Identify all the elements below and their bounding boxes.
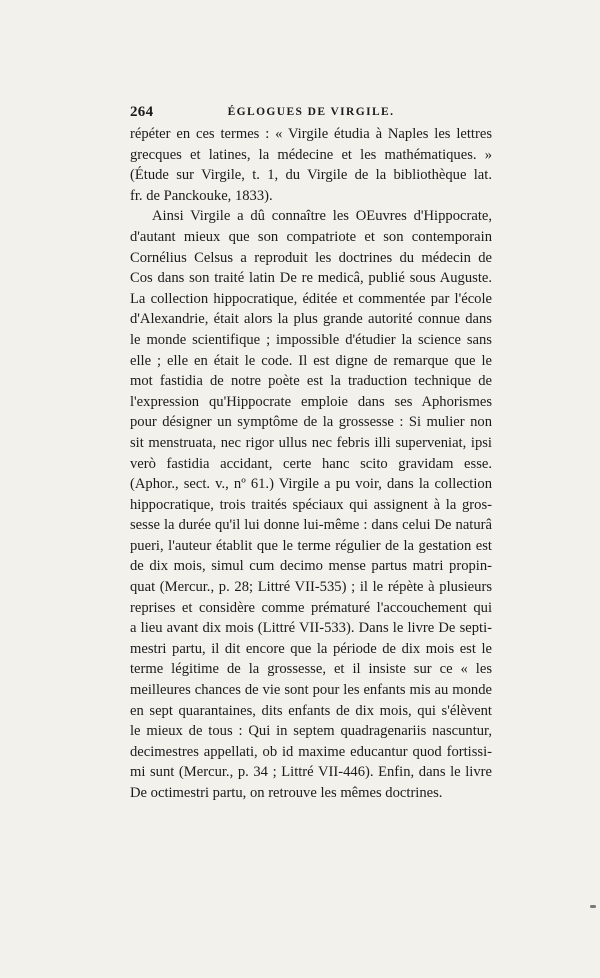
text-line: a lieu avant dix mois (Littré VII-533). Dans le livre De septi-: [130, 620, 492, 637]
text-line: d'autant mieux que son compatriote et son contemporain: [130, 228, 492, 245]
page-number: 264: [130, 104, 154, 120]
text-line: d'Alexandrie, était alors la plus grande autorité connue dans: [130, 311, 492, 328]
text-line: l'expression qu'Hippocrate emploie dans ses Aphorismes: [130, 393, 492, 410]
ink-smudge: [590, 905, 596, 908]
text-line: Cornélius Celsus a reproduit les doctrines du médecin de: [130, 249, 492, 266]
text-line: sit menstruata, nec rigor ullus nec febris illi superveniat, ipsi: [130, 434, 492, 451]
text-line: mot fastidia de notre poète est la traduction technique de: [130, 373, 492, 390]
text-line: Cos dans son traité latin De re medicâ, publié sous Auguste.: [130, 270, 492, 287]
text-line: hippocratique, trois traités spéciaux qui assignent à la gros-: [130, 496, 492, 513]
text-line: en sept quarantaines, dits enfants de dix mois, qui s'élèvent: [130, 702, 492, 719]
text-line: verò fastidia accidant, certe hanc scito gravidam esse.: [130, 455, 492, 472]
text-line: decimestres appellati, ob id maxime educantur quod fortissi-: [130, 743, 492, 760]
text-line: répéter en ces termes : « Virgile étudia à Naples les lettres: [130, 126, 492, 142]
text-line: le mieux de tous : Qui in septem quadragenariis nascuntur,: [130, 723, 492, 740]
text-line: grecques et latines, la médecine et les mathématiques. »: [130, 146, 492, 163]
text-line: (Étude sur Virgile, t. 1, du Virgile de la bibliothèque lat.: [130, 167, 492, 184]
text-line: sesse la durée qu'il lui donne lui-même : dans celui De naturâ: [130, 517, 492, 534]
text-line: elle ; elle en était le code. Il est digne de remarque que le: [130, 352, 492, 369]
text-line: fr. de Panckouke, 1833).: [130, 187, 273, 204]
text-line: pueri, l'auteur établit que le terme régulier de la gestation est: [130, 537, 492, 554]
text-line: terme légitime de la grossesse, et il insiste sur ce « les: [130, 661, 492, 678]
body-text: [130, 124, 492, 804]
text-line: La collection hippocratique, éditée et commentée par l'école: [130, 290, 492, 307]
running-title: ÉGLOGUES DE VIRGILE.: [227, 106, 395, 118]
text-line: mestri partu, il dit encore que la période de dix mois est le: [130, 640, 492, 657]
text-line: (Aphor., sect. v., nº 61.) Virgile a pu voir, dans la collection: [130, 476, 492, 493]
text-line: de dix mois, simul cum decimo mense partus matri propin-: [130, 558, 492, 575]
text-line: De octimestri partu, on retrouve les mêmes doctrines.: [130, 785, 443, 801]
text-line: le monde scientifique ; impossible d'étudier la science sans: [130, 331, 492, 348]
text-line: quat (Mercur., p. 28; Littré VII-535) ; il le répète à plusieurs: [130, 579, 492, 596]
text-line: pour désigner un symptôme de la grossesse : Si mulier non: [130, 414, 492, 431]
page-header: [130, 104, 492, 124]
text-line: Ainsi Virgile a dû connaître les OEuvres d'Hippocrate,: [152, 208, 492, 225]
text-line: reprises et considère comme prématuré l'accouchement qui: [130, 599, 492, 616]
text-line: mi sunt (Mercur., p. 34 ; Littré VII-446). Enfin, dans le livre: [130, 764, 492, 781]
text-line: meilleures chances de vie sont pour les enfants mis au monde: [130, 682, 492, 699]
